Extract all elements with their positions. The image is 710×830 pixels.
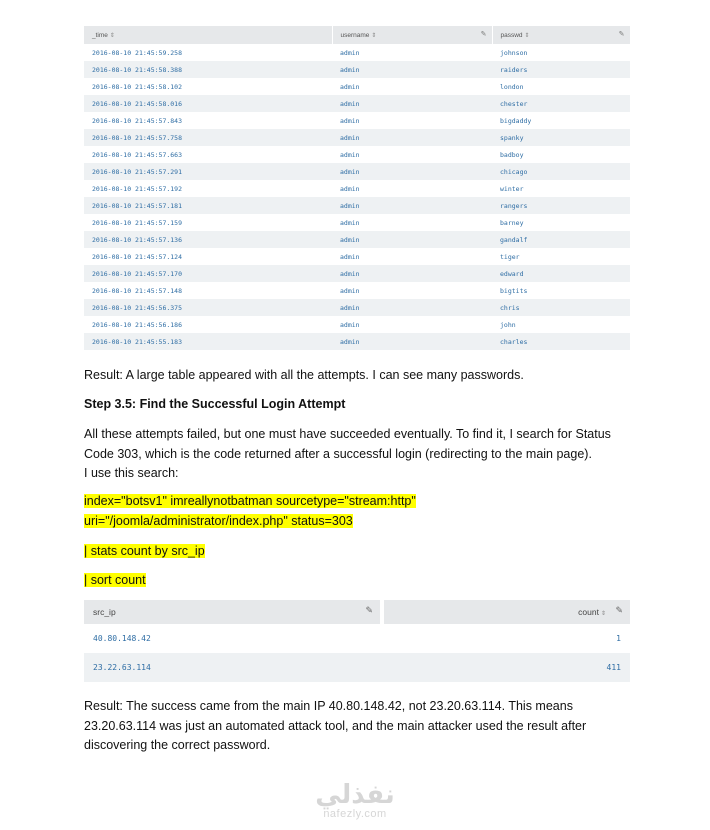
- table-row: [84, 44, 630, 61]
- column-header-passwd[interactable]: passwd ⇕ ✎: [492, 26, 630, 44]
- pencil-icon[interactable]: ✎: [365, 605, 373, 615]
- table-row: [84, 78, 630, 95]
- column-header-time[interactable]: _time ⇕: [84, 26, 332, 44]
- time-cell[interactable]: 2016-08-10 21:45:59.258: [84, 44, 332, 61]
- pencil-icon[interactable]: ✎: [480, 31, 487, 38]
- time-cell[interactable]: 2016-08-10 21:45:57.170: [84, 265, 332, 282]
- watermark-url: nafezly.com: [323, 808, 387, 820]
- time-cell[interactable]: 2016-08-10 21:45:57.159: [84, 214, 332, 231]
- passwd-cell[interactable]: john: [492, 316, 630, 333]
- table-row: [84, 316, 630, 333]
- table-row: [84, 282, 630, 299]
- query-pipe-sort: | sort count: [84, 573, 146, 587]
- watermark-logo: [300, 782, 410, 820]
- src-ip-count-table: [84, 600, 630, 682]
- table-header-row: [84, 26, 630, 44]
- username-cell[interactable]: admin: [332, 78, 492, 95]
- username-cell[interactable]: admin: [332, 95, 492, 112]
- sort-icon[interactable]: ⇕: [600, 611, 606, 617]
- login-attempts-table: [84, 26, 631, 350]
- time-cell[interactable]: 2016-08-10 21:45:57.843: [84, 112, 332, 129]
- table-row: [84, 265, 630, 282]
- passwd-cell[interactable]: bigdaddy: [492, 112, 630, 129]
- table-row: [84, 299, 630, 316]
- result-text-1: Result: A large table appeared with all the attempts. I can see many passwords.: [84, 368, 524, 382]
- time-cell[interactable]: 2016-08-10 21:45:57.663: [84, 146, 332, 163]
- passwd-cell[interactable]: gandalf: [492, 231, 630, 248]
- table-row: [84, 146, 630, 163]
- username-cell[interactable]: admin: [332, 282, 492, 299]
- passwd-cell[interactable]: badboy: [492, 146, 630, 163]
- passwd-cell[interactable]: tiger: [492, 248, 630, 265]
- count-cell[interactable]: 411: [382, 653, 630, 682]
- result-text-2: Result: The success came from the main IP 40.80.148.42, not 23.20.63.114. This means 23.20.63.114 was just an automated attack tool, and the main attacker used the result after discovering the correct password.: [84, 699, 587, 752]
- table-row: [84, 333, 630, 350]
- search-query: [84, 492, 644, 531]
- time-cell[interactable]: 2016-08-10 21:45:57.192: [84, 180, 332, 197]
- passwd-cell[interactable]: spanky: [492, 129, 630, 146]
- time-cell[interactable]: 2016-08-10 21:45:55.183: [84, 333, 332, 350]
- username-cell[interactable]: admin: [332, 333, 492, 350]
- passwd-cell[interactable]: chester: [492, 95, 630, 112]
- table-row: [84, 214, 630, 231]
- column-header-count[interactable]: count ⇕ ✎: [382, 600, 630, 624]
- time-cell[interactable]: 2016-08-10 21:45:57.124: [84, 248, 332, 265]
- time-cell[interactable]: 2016-08-10 21:45:57.148: [84, 282, 332, 299]
- query-pipe-stats: | stats count by src_ip: [84, 544, 205, 558]
- table-row: [84, 129, 630, 146]
- passwd-cell[interactable]: chicago: [492, 163, 630, 180]
- time-cell[interactable]: 2016-08-10 21:45:57.136: [84, 231, 332, 248]
- username-cell[interactable]: admin: [332, 129, 492, 146]
- time-cell[interactable]: 2016-08-10 21:45:58.388: [84, 61, 332, 78]
- username-cell[interactable]: admin: [332, 265, 492, 282]
- passwd-cell[interactable]: london: [492, 78, 630, 95]
- table-row: [84, 180, 630, 197]
- table-row: [84, 163, 630, 180]
- column-header-username[interactable]: username ⇕ ✎: [332, 26, 492, 44]
- sort-icon[interactable]: ⇕: [371, 32, 377, 39]
- query-line: index="botsv1" imreallynotbatman sourcetype="stream:http": [84, 494, 416, 508]
- watermark-arabic: نفذلي: [315, 780, 395, 810]
- src-ip-cell[interactable]: 40.80.148.42: [84, 624, 382, 653]
- username-cell[interactable]: admin: [332, 163, 492, 180]
- passwd-cell[interactable]: charles: [492, 333, 630, 350]
- time-cell[interactable]: 2016-08-10 21:45:57.291: [84, 163, 332, 180]
- passwd-cell[interactable]: raiders: [492, 61, 630, 78]
- count-cell[interactable]: 1: [382, 624, 630, 653]
- table-row: [84, 197, 630, 214]
- passwd-cell[interactable]: chris: [492, 299, 630, 316]
- time-cell[interactable]: 2016-08-10 21:45:57.181: [84, 197, 332, 214]
- time-cell[interactable]: 2016-08-10 21:45:56.186: [84, 316, 332, 333]
- table-row: [84, 248, 630, 265]
- passwd-cell[interactable]: rangers: [492, 197, 630, 214]
- time-cell[interactable]: 2016-08-10 21:45:57.758: [84, 129, 332, 146]
- username-cell[interactable]: admin: [332, 146, 492, 163]
- passwd-cell[interactable]: barney: [492, 214, 630, 231]
- username-cell[interactable]: admin: [332, 248, 492, 265]
- table-body: [84, 44, 630, 350]
- table-row: [84, 653, 630, 682]
- username-cell[interactable]: admin: [332, 214, 492, 231]
- time-cell[interactable]: 2016-08-10 21:45:58.016: [84, 95, 332, 112]
- column-header-src-ip[interactable]: src_ip ✎: [84, 600, 382, 624]
- passwd-cell[interactable]: johnson: [492, 44, 630, 61]
- username-cell[interactable]: admin: [332, 44, 492, 61]
- passwd-cell[interactable]: bigtits: [492, 282, 630, 299]
- time-cell[interactable]: 2016-08-10 21:45:58.102: [84, 78, 332, 95]
- table-row: [84, 624, 630, 653]
- step-heading: Step 3.5: Find the Successful Login Attempt: [84, 397, 346, 411]
- src-ip-cell[interactable]: 23.22.63.114: [84, 653, 382, 682]
- sort-icon[interactable]: ⇕: [109, 32, 115, 39]
- username-cell[interactable]: admin: [332, 112, 492, 129]
- table-row: [84, 61, 630, 78]
- username-cell[interactable]: admin: [332, 299, 492, 316]
- table-row: [84, 231, 630, 248]
- pencil-icon[interactable]: ✎: [618, 31, 625, 38]
- username-cell[interactable]: admin: [332, 316, 492, 333]
- sort-icon[interactable]: ⇕: [524, 32, 530, 39]
- username-cell[interactable]: admin: [332, 197, 492, 214]
- explanation-paragraph: All these attempts failed, but one must have succeeded eventually. To find it, I search for Status Code 303, which is the code returned after a successful login (redirecting to the main page). I use this search:: [84, 427, 611, 480]
- pencil-icon[interactable]: ✎: [615, 605, 623, 615]
- passwd-cell[interactable]: winter: [492, 180, 630, 197]
- passwd-cell[interactable]: edward: [492, 265, 630, 282]
- table-row: [84, 112, 630, 129]
- table-header-row: [84, 600, 630, 624]
- username-cell[interactable]: admin: [332, 180, 492, 197]
- query-line: uri="/joomla/administrator/index.php" status=303: [84, 513, 353, 528]
- table-row: [84, 95, 630, 112]
- username-cell[interactable]: admin: [332, 61, 492, 78]
- username-cell[interactable]: admin: [332, 231, 492, 248]
- time-cell[interactable]: 2016-08-10 21:45:56.375: [84, 299, 332, 316]
